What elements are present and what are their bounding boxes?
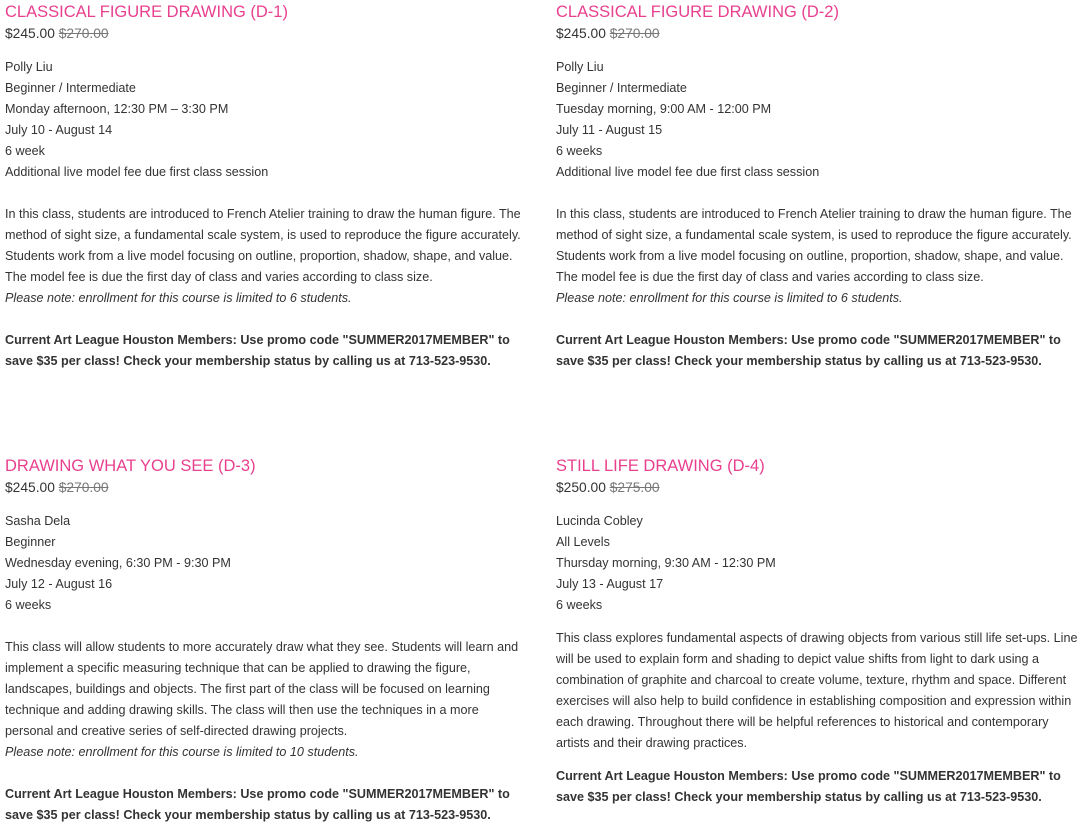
sale-price: $245.00 [5,26,55,41]
course-card-d1 [5,1,530,372]
original-price: $270.00 [58,480,109,495]
course-details [5,57,530,183]
course-price [5,477,530,499]
sale-price: $245.00 [5,480,55,495]
description-text: In this class, students are introduced to French Atelier training to draw the human figure. The method of sight size, a fundamental scale system, is used to reproduce the figure accurately. Students work from a live model focusing on outline, proportion, shadow, shape, and value. The model fee is due the first day of class and varies according to class size. [556,207,1072,284]
duration: 6 week [5,144,45,158]
course-description [556,628,1078,754]
instructor: Polly Liu [556,60,604,74]
description-text: This class will allow students to more accurately draw what they see. Students will learn and implement a specific measuring technique that can be applied to drawing the figure, landscapes, buildings and objects. The first part of the class will be focused on learning technique and adding drawing skills. The class will then use the techniques in a more personal and creative series of self-directed drawing projects. [5,640,519,738]
enrollment-note: Please note: enrollment for this course is limited to 6 students. [5,291,352,305]
course-description [556,204,1078,309]
enrollment-note: Please note: enrollment for this course is limited to 10 students. [5,745,359,759]
description-text: In this class, students are introduced to French Atelier training to draw the human figure. The method of sight size, a fundamental scale system, is used to reproduce the figure accurately. Students work from a live model focusing on outline, proportion, shadow, shape, and value. The model fee is due the first day of class and varies according to class size. [5,207,521,284]
promo-message: Current Art League Houston Members: Use promo code "SUMMER2017MEMBER" to save $35 per class! Check your membership status by calling us at 713-523-9530. [556,769,1061,804]
instructor: Sasha Dela [5,514,71,528]
promo-message: Current Art League Houston Members: Use promo code "SUMMER2017MEMBER" to save $35 per class! Check your membership status by calling us at 713-523-9530. [5,333,510,368]
level: Beginner [5,535,56,549]
extra-fee-note: Additional live model fee due first class session [556,165,820,179]
original-price: $270.00 [58,26,109,41]
schedule: Wednesday evening, 6:30 PM - 9:30 PM [5,556,231,570]
course-description [5,204,530,309]
dates: July 12 - August 16 [5,577,113,591]
promo-message: Current Art League Houston Members: Use promo code "SUMMER2017MEMBER" to save $35 per class! Check your membership status by calling us at 713-523-9530. [556,333,1061,368]
sale-price: $245.00 [556,26,606,41]
schedule: Monday afternoon, 12:30 PM – 3:30 PM [5,102,229,116]
enrollment-note: Please note: enrollment for this course is limited to 6 students. [556,291,903,305]
course-card-d4 [556,455,1078,808]
sale-price: $250.00 [556,480,606,495]
level: Beginner / Intermediate [556,81,687,95]
schedule: Thursday morning, 9:30 AM - 12:30 PM [556,556,776,570]
course-title-link[interactable]: CLASSICAL FIGURE DRAWING (D-1) [5,3,288,21]
course-price [556,477,1078,499]
original-price: $270.00 [609,26,660,41]
course-price [556,23,1078,45]
dates: July 11 - August 15 [556,123,663,137]
original-price: $275.00 [609,480,660,495]
duration: 6 weeks [556,144,603,158]
course-title-link[interactable]: DRAWING WHAT YOU SEE (D-3) [5,457,256,475]
instructor: Polly Liu [5,60,53,74]
course-card-d2 [556,1,1078,372]
course-card-d3 [5,455,530,826]
course-title-link[interactable]: CLASSICAL FIGURE DRAWING (D-2) [556,3,839,21]
course-details [556,511,1078,616]
course-details [556,57,1078,183]
course-description [5,637,530,763]
instructor: Lucinda Cobley [556,514,643,528]
duration: 6 weeks [556,598,603,612]
course-details [5,511,530,616]
duration: 6 weeks [5,598,52,612]
course-price [5,23,530,45]
level: Beginner / Intermediate [5,81,136,95]
dates: July 13 - August 17 [556,577,664,591]
promo-message: Current Art League Houston Members: Use promo code "SUMMER2017MEMBER" to save $35 per class! Check your membership status by calling us at 713-523-9530. [5,787,510,822]
schedule: Tuesday morning, 9:00 AM - 12:00 PM [556,102,772,116]
level: All Levels [556,535,610,549]
course-title-link[interactable]: STILL LIFE DRAWING (D-4) [556,457,765,475]
dates: July 10 - August 14 [5,123,113,137]
extra-fee-note: Additional live model fee due first class session [5,165,269,179]
description-text: This class explores fundamental aspects of drawing objects from various still life set-ups. Line will be used to explain form and shading to depict value shifts from light to dark using a combination of graphite and charcoal to create volume, texture, rhythm and space. Different exercises will also help to build confidence in establishing composition and expression within each drawing. Throughout there will be helpful references to historical and contemporary artists and their drawing practices. [556,631,1078,750]
